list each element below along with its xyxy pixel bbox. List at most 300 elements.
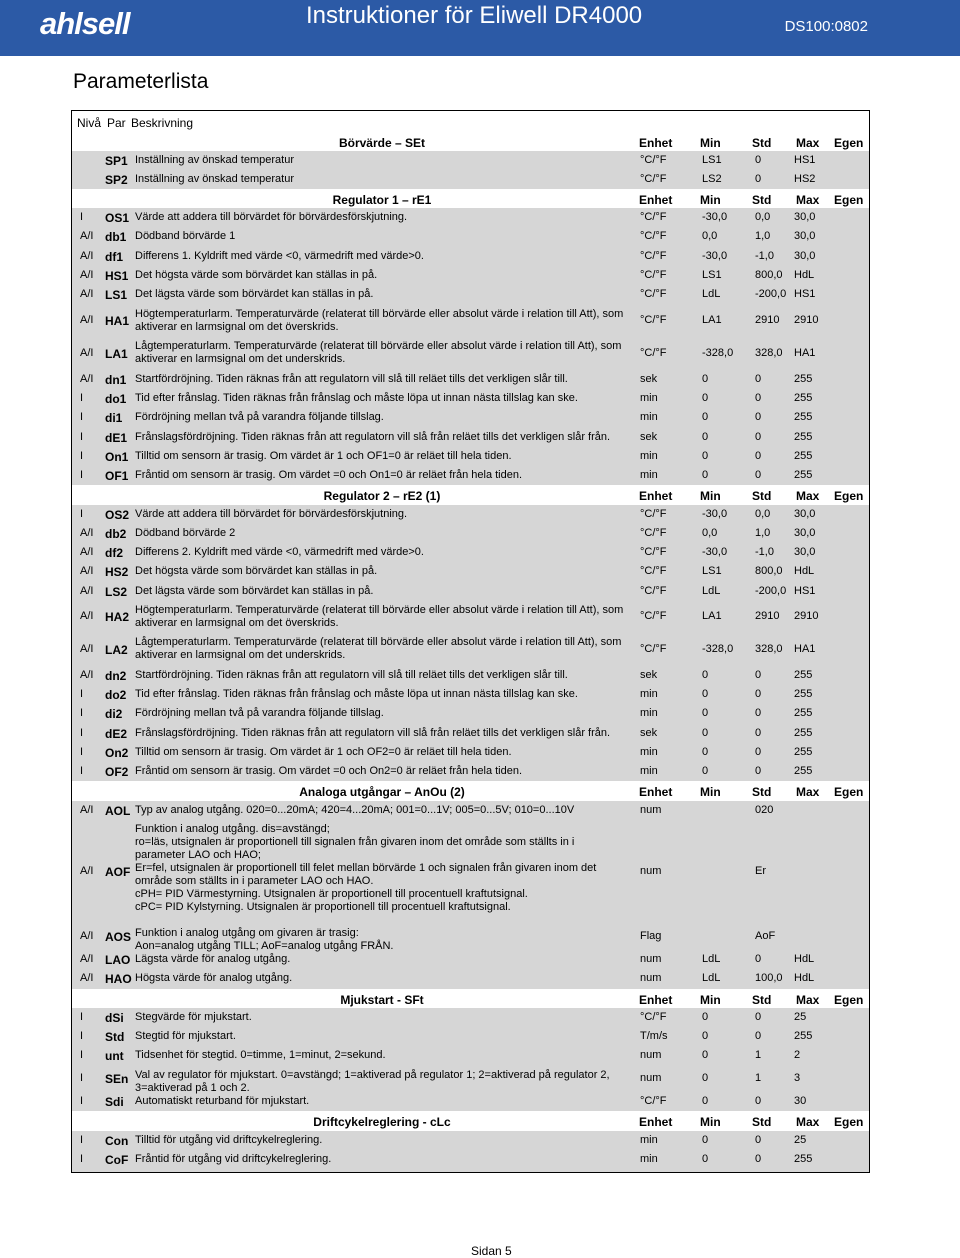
unit-cell: num (640, 865, 662, 877)
max-cell: 255 (794, 1153, 813, 1165)
min-cell: 0 (702, 450, 709, 462)
description-cell: Fråntid om sensorn är trasig. Om värdet =0 och On2=0 är reläet från hela tiden. (135, 765, 523, 777)
description-cell: Fördröjning mellan två på varandra följande tillslag. (135, 707, 384, 719)
unit-cell: °C/°F (640, 643, 667, 655)
table-row (72, 524, 869, 543)
parameter-code: dE2 (105, 727, 128, 741)
niva-cell: I (80, 1072, 84, 1084)
unit-cell: min (640, 688, 658, 700)
min-cell: -30,0 (702, 508, 728, 520)
unit-cell: min (640, 1153, 658, 1165)
parameter-code: OS2 (105, 508, 130, 522)
std-cell: 0 (755, 469, 762, 481)
parameter-code: On1 (105, 450, 129, 464)
max-cell: 255 (794, 669, 813, 681)
std-cell: 0 (755, 669, 762, 681)
parameter-code: AOS (105, 930, 132, 944)
section-title: Parameterlista (73, 70, 209, 93)
group-title: Börvärde – SEt (338, 136, 426, 150)
min-cell: LS1 (702, 154, 722, 166)
min-cell: LA1 (702, 314, 722, 326)
std-cell: -1,0 (755, 546, 774, 558)
unit-cell: °C/°F (640, 508, 667, 520)
parameter-code: df1 (105, 250, 123, 264)
niva-cell: I (80, 508, 84, 520)
description-cell: Tilltid för utgång vid driftcykelreglering. (135, 1134, 323, 1146)
table-row (72, 151, 869, 170)
min-cell: -328,0 (702, 347, 734, 359)
std-cell: 0 (755, 373, 762, 385)
col-label-std: Std (752, 1115, 772, 1129)
unit-cell: min (640, 1134, 658, 1146)
col-label-max: Max (796, 136, 820, 150)
unit-cell: °C/°F (640, 585, 667, 597)
niva-cell: I (80, 707, 84, 719)
table-row (72, 924, 869, 950)
max-cell: 30,0 (794, 508, 816, 520)
unit-cell: num (640, 1072, 662, 1084)
std-cell: -1,0 (755, 250, 774, 262)
parameter-code: LS2 (105, 585, 128, 599)
min-cell: 0 (702, 411, 709, 423)
niva-cell: A/I (80, 804, 94, 816)
document-code: DS100:0802 (784, 18, 868, 35)
max-cell: 30 (794, 1095, 807, 1107)
niva-cell: I (80, 211, 84, 223)
parameter-code: AOL (105, 804, 131, 818)
min-cell: 0 (702, 1134, 709, 1146)
std-cell: 800,0 (755, 565, 783, 577)
description-cell: Högtemperaturlarm. Temperaturvärde (relaterat till börvärde eller absolut värde i relation till Att), som aktiverar en larmsignal om det överskrids. (135, 604, 624, 629)
table-row (72, 1131, 869, 1150)
parameter-code: LAO (105, 953, 131, 967)
description-cell: Lägsta värde för analog utgång. (135, 953, 291, 965)
min-cell: 0 (702, 746, 709, 758)
table-row (72, 666, 869, 685)
parameter-code: di1 (105, 411, 123, 425)
min-cell: 0 (702, 688, 709, 700)
unit-cell: num (640, 804, 662, 816)
table-row (72, 762, 869, 781)
table-row (72, 950, 869, 969)
std-cell: 0 (755, 1011, 762, 1023)
parameter-code: OF1 (105, 469, 129, 483)
max-cell: HS2 (794, 173, 816, 185)
table-row (72, 820, 869, 924)
description-cell: Det högsta värde som börvärdet kan ställas in på. (135, 269, 378, 281)
niva-cell: A/I (80, 565, 94, 577)
table-row (72, 170, 869, 189)
table-row (72, 1046, 869, 1066)
std-cell: Er (755, 865, 766, 877)
table-row (72, 505, 869, 524)
unit-cell: °C/°F (640, 527, 667, 539)
std-cell: 0 (755, 707, 762, 719)
description-cell: Differens 1. Kyldrift med värde <0, värmedrift med värde>0. (135, 250, 424, 262)
max-cell: 255 (794, 450, 813, 462)
table-row (72, 428, 869, 447)
max-cell: 2 (794, 1049, 801, 1061)
table-row (72, 408, 869, 428)
description-cell: Lågtemperaturlarm. Temperaturvärde (relaterat till börvärde eller absolut värde i relation till Att), som aktiverar en larmsignal om det underskrids. (135, 340, 622, 365)
max-cell: HS1 (794, 154, 816, 166)
parameter-code: SEn (105, 1072, 129, 1086)
unit-cell: sek (640, 373, 658, 385)
niva-cell: I (80, 1049, 84, 1061)
unit-cell: T/m/s (640, 1030, 668, 1042)
unit-cell: Flag (640, 930, 662, 942)
description-cell: Fråntid om sensorn är trasig. Om värdet =0 och On1=0 är reläet från hela tiden. (135, 469, 523, 481)
unit-cell: °C/°F (640, 269, 667, 281)
description-cell (135, 823, 625, 914)
niva-cell: I (80, 746, 84, 758)
col-label-unit: Enhet (639, 489, 673, 503)
page-header (0, 0, 960, 56)
max-cell: 255 (794, 1030, 813, 1042)
description-cell: Automatiskt returband för mjukstart. (135, 1095, 310, 1107)
niva-cell: I (80, 1153, 84, 1165)
unit-cell: °C/°F (640, 288, 667, 300)
col-label-std: Std (752, 489, 772, 503)
group-header-row (72, 989, 869, 1008)
niva-cell: I (80, 1030, 84, 1042)
unit-cell: °C/°F (640, 347, 667, 359)
description-cell: Tilltid om sensorn är trasig. Om värdet är 1 och OF1=0 är reläet till hela tiden. (135, 450, 512, 462)
std-cell: 020 (755, 804, 774, 816)
col-label-egen: Egen (834, 785, 864, 799)
parameter-code: On2 (105, 746, 129, 760)
std-cell: 0 (755, 431, 762, 443)
niva-cell: A/I (80, 347, 94, 359)
group-header-row (72, 485, 869, 505)
niva-cell: I (80, 450, 84, 462)
std-cell: 328,0 (755, 643, 783, 655)
niva-cell: A/I (80, 527, 94, 539)
max-cell: 255 (794, 373, 813, 385)
max-cell: 3 (794, 1072, 801, 1084)
description-cell: Tilltid om sensorn är trasig. Om värdet är 1 och OF2=0 är reläet till hela tiden. (135, 746, 512, 758)
group-header-row (72, 132, 869, 151)
niva-cell: A/I (80, 669, 94, 681)
unit-cell: °C/°F (640, 1011, 667, 1023)
description-cell: Startfördröjning. Tiden räknas från att regulatorn vill slå till reläet tills det verkligen slår till. (135, 669, 568, 681)
parameter-code: dSi (105, 1011, 124, 1025)
parameter-code: Std (105, 1030, 125, 1044)
unit-cell: min (640, 450, 658, 462)
min-cell: LdL (702, 972, 721, 984)
niva-cell: A/I (80, 865, 94, 877)
col-label-unit: Enhet (639, 1115, 673, 1129)
niva-cell: I (80, 392, 84, 404)
col-niva: Nivå (77, 116, 102, 130)
group-title: Driftcykelreglering - cLc (313, 1115, 451, 1129)
col-label-min: Min (700, 136, 721, 150)
parameter-code: dn1 (105, 373, 127, 387)
niva-cell: I (80, 411, 84, 423)
std-cell: -200,0 (755, 585, 787, 597)
table-row (72, 266, 869, 285)
min-cell: 0 (702, 669, 709, 681)
min-cell: 0 (702, 373, 709, 385)
table-row (72, 447, 869, 466)
unit-cell: °C/°F (640, 546, 667, 558)
description-cell: Högtemperaturlarm. Temperaturvärde (relaterat till börvärde eller absolut värde i relation till Att), som aktiverar en larmsignal om det överskrids. (135, 308, 624, 333)
group-title: Analoga utgångar – AnOu (2) (299, 785, 465, 799)
parameter-table (71, 110, 870, 1173)
min-cell: LS1 (702, 269, 722, 281)
description-cell: Värde att addera till börvärdet för börvärdesförskjutning. (135, 508, 408, 520)
niva-cell: A/I (80, 546, 94, 558)
min-cell: LdL (702, 288, 721, 300)
min-cell: 0 (702, 431, 709, 443)
table-row (72, 305, 869, 337)
niva-cell: I (80, 469, 84, 481)
niva-cell: A/I (80, 250, 94, 262)
parameter-code: LA2 (105, 643, 128, 657)
description-line: cPH= PID Värmestyrning. Utsignalen är proportionell till procentuell kraftutsignal. (135, 888, 528, 900)
table-row (72, 227, 869, 247)
description-cell: Inställning av önskad temperatur (135, 154, 294, 166)
parameter-code: do1 (105, 392, 127, 406)
unit-cell: °C/°F (640, 250, 667, 262)
unit-cell: min (640, 411, 658, 423)
min-cell: 0 (702, 1030, 709, 1042)
table-row (72, 969, 869, 989)
col-label-unit: Enhet (639, 193, 673, 207)
table-row (72, 743, 869, 762)
col-label-max: Max (796, 1115, 820, 1129)
description-cell: Tid efter frånslag. Tiden räknas från frånslag och måste löpa ut innan nästa tillslag kan ske. (135, 688, 578, 700)
std-cell: 800,0 (755, 269, 783, 281)
min-cell: 0 (702, 765, 709, 777)
col-label-unit: Enhet (639, 136, 673, 150)
unit-cell: min (640, 707, 658, 719)
parameter-code: Con (105, 1134, 129, 1148)
group-header-row (72, 189, 869, 208)
std-cell: 0 (755, 1030, 762, 1042)
col-label-max: Max (796, 193, 820, 207)
description-cell: Tidsenhet för stegtid. 0=timme, 1=minut, 2=sekund. (135, 1049, 386, 1061)
parameter-code: OF2 (105, 765, 129, 779)
col-label-std: Std (752, 785, 772, 799)
col-label-min: Min (700, 489, 721, 503)
std-cell: 0,0 (755, 211, 771, 223)
std-cell: 2910 (755, 314, 780, 326)
std-cell: 2910 (755, 610, 780, 622)
parameter-code: OS1 (105, 211, 130, 225)
max-cell: 30,0 (794, 527, 816, 539)
niva-cell: A/I (80, 288, 94, 300)
niva-cell: I (80, 1011, 84, 1023)
niva-cell: I (80, 765, 84, 777)
unit-cell: num (640, 1049, 662, 1061)
max-cell: HA1 (794, 347, 816, 359)
niva-cell: I (80, 431, 84, 443)
table-row (72, 704, 869, 724)
min-cell: 0 (702, 1049, 709, 1061)
document-title: Instruktioner för Eliwell DR4000 (306, 2, 643, 29)
std-cell: 0 (755, 392, 762, 404)
parameter-code: unt (105, 1049, 124, 1063)
unit-cell: °C/°F (640, 610, 667, 622)
min-cell: 0 (702, 1011, 709, 1023)
table-row (72, 285, 869, 305)
description-line: Funktion i analog utgång. dis=avstängd; (135, 823, 330, 835)
niva-cell: A/I (80, 585, 94, 597)
parameter-code: LS1 (105, 288, 128, 302)
niva-cell: I (80, 688, 84, 700)
group-title: Mjukstart - SFt (340, 993, 424, 1007)
max-cell: 25 (794, 1134, 807, 1146)
std-cell: 0 (755, 765, 762, 777)
table-row (72, 1008, 869, 1027)
table-row (72, 685, 869, 704)
group-title: Regulator 1 – rE1 (332, 193, 432, 207)
std-cell: 328,0 (755, 347, 783, 359)
std-cell: 1 (755, 1072, 762, 1084)
niva-cell: I (80, 1134, 84, 1146)
unit-cell: °C/°F (640, 154, 667, 166)
description-cell: Det högsta värde som börvärdet kan ställas in på. (135, 565, 378, 577)
niva-cell: A/I (80, 269, 94, 281)
parameter-code: Sdi (105, 1095, 124, 1109)
col-label-egen: Egen (834, 489, 864, 503)
std-cell: 1 (755, 1049, 762, 1061)
max-cell: 255 (794, 746, 813, 758)
niva-cell: A/I (80, 230, 94, 242)
unit-cell: sek (640, 669, 658, 681)
max-cell: 255 (794, 765, 813, 777)
parameter-code: CoF (105, 1153, 129, 1167)
max-cell: 30,0 (794, 250, 816, 262)
niva-cell: A/I (80, 972, 94, 984)
std-cell: 0 (755, 173, 762, 185)
max-cell: HS1 (794, 585, 816, 597)
col-label-max: Max (796, 489, 820, 503)
description-cell: Inställning av önskad temperatur (135, 173, 294, 185)
table-row (72, 543, 869, 562)
niva-cell: A/I (80, 930, 94, 942)
std-cell: 0 (755, 450, 762, 462)
description-line: cPC= PID Kylstyrning. Utsignalen är proportionell till procentuell kraftutsignal. (135, 901, 511, 913)
min-cell: 0 (702, 392, 709, 404)
max-cell: 30,0 (794, 546, 816, 558)
unit-cell: min (640, 746, 658, 758)
description-cell: Frånslagsfördröjning. Tiden räknas från att regulatorn vill slå från reläet tills det verkligen slår från. (135, 727, 611, 739)
description-line: Er=fel, utsignalen är proportionell till felet mellan börvärde 1 och signalen från givaren inom det område som ställts in i parameter LAO och HAO. (135, 862, 597, 887)
table-row (72, 724, 869, 743)
min-cell: 0 (702, 1153, 709, 1165)
table-row (72, 1092, 869, 1111)
niva-cell: A/I (80, 314, 94, 326)
col-label-std: Std (752, 193, 772, 207)
table-row (72, 389, 869, 408)
table-row (72, 801, 869, 820)
unit-cell: °C/°F (640, 314, 667, 326)
table-row (72, 582, 869, 601)
unit-cell: min (640, 765, 658, 777)
col-label-egen: Egen (834, 1115, 864, 1129)
table-row (72, 633, 869, 666)
max-cell: HS1 (794, 288, 816, 300)
table-row (72, 1066, 869, 1092)
max-cell: 2910 (794, 610, 819, 622)
max-cell: 255 (794, 688, 813, 700)
unit-cell: sek (640, 431, 658, 443)
col-label-min: Min (700, 785, 721, 799)
min-cell: LS1 (702, 565, 722, 577)
min-cell: LdL (702, 953, 721, 965)
unit-cell: °C/°F (640, 211, 667, 223)
col-par: Par (107, 116, 126, 130)
col-label-std: Std (752, 993, 772, 1007)
col-label-egen: Egen (834, 993, 864, 1007)
min-cell: LdL (702, 585, 721, 597)
table-row (72, 562, 869, 582)
parameter-code: df2 (105, 546, 123, 560)
parameter-code: HA2 (105, 610, 130, 624)
max-cell: HdL (794, 972, 815, 984)
parameter-code: SP1 (105, 154, 128, 168)
parameter-code: HAO (105, 972, 132, 986)
std-cell: 0 (755, 1153, 762, 1165)
group-title: Regulator 2 – rE2 (1) (323, 489, 441, 503)
niva-cell: A/I (80, 953, 94, 965)
min-cell: 0 (702, 469, 709, 481)
description-cell: Startfördröjning. Tiden räknas från att regulatorn vill slå till reläet tills det verkligen slår till. (135, 373, 568, 385)
std-cell: 1,0 (755, 527, 771, 539)
col-label-max: Max (796, 785, 820, 799)
description-cell: Differens 2. Kyldrift med värde <0, värmedrift med värde>0. (135, 546, 424, 558)
col-label-egen: Egen (834, 193, 864, 207)
parameter-code: dn2 (105, 669, 127, 683)
unit-cell: num (640, 972, 662, 984)
niva-cell: A/I (80, 373, 94, 385)
col-label-egen: Egen (834, 136, 864, 150)
std-cell: 0 (755, 953, 762, 965)
description-cell: Dödband börvärde 2 (135, 527, 236, 539)
niva-cell: I (80, 727, 84, 739)
description-cell: Stegtid för mjukstart. (135, 1030, 236, 1042)
col-desc: Beskrivning (131, 116, 194, 130)
description-cell: Tid efter frånslag. Tiden räknas från frånslag och måste löpa ut innan nästa tillslag kan ske. (135, 392, 578, 404)
std-cell: 1,0 (755, 230, 771, 242)
max-cell: 255 (794, 469, 813, 481)
col-label-min: Min (700, 993, 721, 1007)
min-cell: 0 (702, 1072, 709, 1084)
unit-cell: min (640, 392, 658, 404)
min-cell: 0 (702, 707, 709, 719)
std-cell: -200,0 (755, 288, 787, 300)
description-cell: Dödband börvärde 1 (135, 230, 236, 242)
unit-cell: °C/°F (640, 565, 667, 577)
description-line: Funktion i analog utgång om givaren är trasig: (135, 927, 359, 939)
table-row (72, 601, 869, 633)
table-header-row (72, 111, 869, 132)
min-cell: 0 (702, 1095, 709, 1107)
unit-cell: sek (640, 727, 658, 739)
description-cell: Typ av analog utgång. 020=0...20mA; 420=4...20mA; 001=0...1V; 005=0...5V; 010=0...10V (135, 804, 575, 816)
description-cell: Fördröjning mellan två på varandra följande tillslag. (135, 411, 384, 423)
min-cell: 0 (702, 727, 709, 739)
min-cell: -30,0 (702, 546, 728, 558)
parameter-code: LA1 (105, 347, 128, 361)
std-cell: 100,0 (755, 972, 783, 984)
std-cell: 0 (755, 154, 762, 166)
max-cell: HdL (794, 269, 815, 281)
description-cell: Val av regulator för mjukstart. 0=avstängd; 1=aktiverad på regulator 1; 2=aktiverad på regulator 2, 3=aktiverad på 1 och 2. (135, 1069, 610, 1094)
parameter-code: SP2 (105, 173, 128, 187)
